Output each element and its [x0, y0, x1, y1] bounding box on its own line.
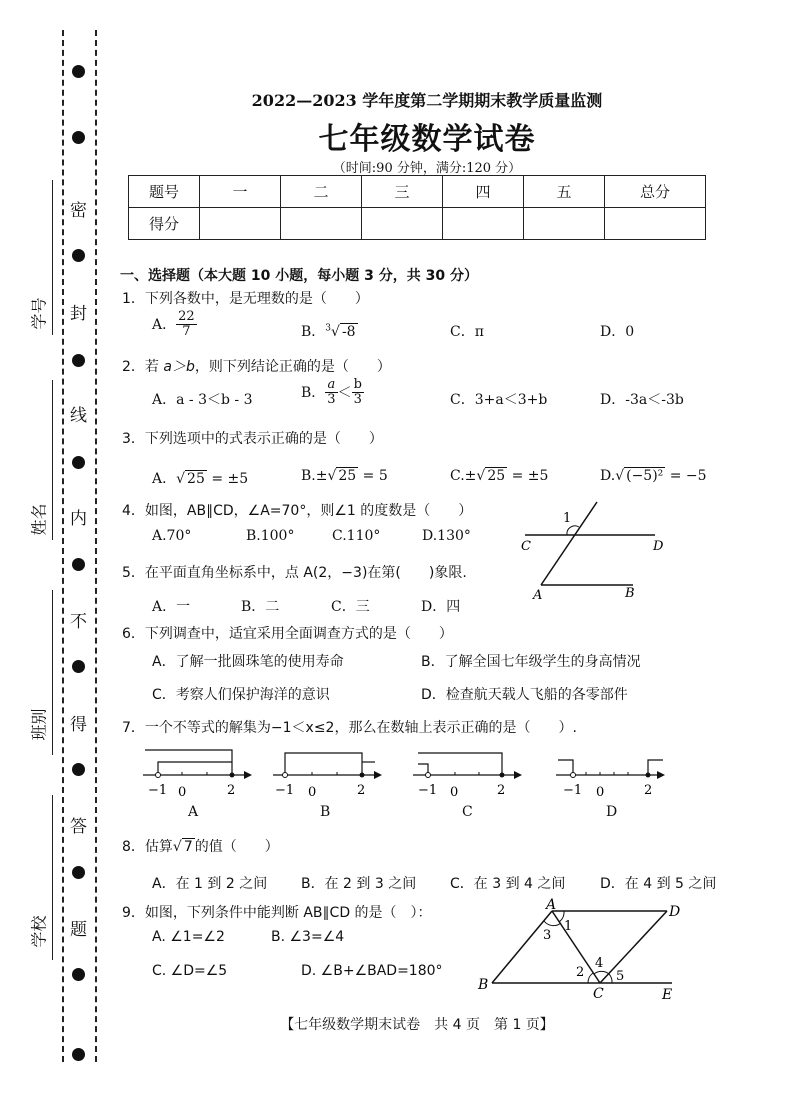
q8-option-c: C．在 3 到 4 之间	[450, 876, 566, 892]
binding-dot	[72, 968, 85, 981]
tick-label: 0	[308, 785, 317, 800]
angle-5-label: 5	[616, 969, 625, 984]
q1-option-d: D．0	[600, 324, 635, 340]
tick-label: 0	[450, 785, 459, 800]
page-title: 七年级数学试卷	[318, 122, 536, 157]
stem-text: ，则下列结论正确的是（ ）	[194, 359, 391, 375]
seal-char: 得	[70, 715, 87, 735]
binding-dot	[72, 456, 85, 469]
radicand: (−5)²	[626, 468, 664, 484]
class-line	[52, 590, 53, 755]
exam-term-heading: 2022—2023 学年度第二学期期末教学质量监测	[251, 91, 603, 110]
q5-option-c: C．三	[331, 599, 370, 615]
stem-text: 的值（ ）	[194, 839, 279, 855]
seal-char: 密	[70, 201, 87, 221]
numerator: a	[325, 378, 337, 393]
numerator: b	[353, 377, 362, 392]
school-label: 学校	[29, 915, 49, 948]
tick-label: −1	[148, 783, 168, 798]
q2-option-d: D．-3a＜-3b	[600, 392, 684, 408]
open-endpoint	[283, 773, 288, 778]
radicand: 25	[187, 471, 205, 487]
point-b-label: B	[478, 977, 489, 993]
closed-endpoint	[360, 773, 365, 778]
q7-option-label: C	[462, 804, 473, 820]
point-e-label: E	[662, 987, 673, 1003]
q9-option-d: D. ∠B+∠BAD=180°	[301, 963, 443, 979]
q4-option-d: D.130°	[422, 528, 471, 544]
q5-option-a: A．一	[152, 599, 191, 615]
tick-label: 2	[227, 783, 236, 798]
question-4-stem: 4．如图，AB∥CD，∠A=70°，则∠1 的度数是（ ）	[122, 503, 473, 519]
name-label: 姓名	[29, 503, 49, 536]
seal-char: 题	[70, 920, 87, 940]
q9-option-b: B. ∠3=∠4	[271, 929, 345, 945]
q1-option-b: B．$^3$√ -8	[301, 323, 356, 340]
score-cell: 总分	[605, 176, 706, 208]
tick-label: −1	[275, 783, 295, 798]
fraction	[352, 378, 364, 408]
prefix: D.	[600, 468, 616, 484]
tick-label: 2	[357, 783, 366, 798]
seal-char: 线	[70, 406, 87, 426]
q9-figure	[472, 895, 692, 1005]
q6-option-c: C．考察人们保护海洋的意识	[152, 687, 330, 703]
seal-char: 封	[70, 304, 87, 324]
angle-3-label: 3	[543, 928, 552, 943]
binding-dot	[72, 763, 85, 776]
q7-number-line-c	[410, 745, 525, 800]
radicand: 25	[487, 468, 506, 484]
stem-math: a＞b	[163, 359, 195, 375]
result: = −5	[665, 468, 707, 484]
student-id-line	[52, 180, 53, 335]
q8-option-d: D．在 4 到 5 之间	[600, 876, 717, 892]
q6-option-d: D．检查航天载人飞船的各零部件	[421, 687, 628, 703]
q2-option-c: C．3+a＜3+b	[450, 392, 548, 408]
q2-option-a: A．a - 3＜b - 3	[152, 392, 253, 408]
tick-label: 0	[178, 785, 187, 800]
score-cell: 一	[200, 176, 281, 208]
q3-option-d: D.√ (−5)² = −5	[600, 468, 707, 484]
time-note: （时间:90 分钟，满分:120 分）	[332, 161, 522, 176]
point-c-label: C	[593, 986, 604, 1002]
class-label: 班别	[29, 708, 49, 741]
open-endpoint	[426, 773, 431, 778]
q9-option-c: C. ∠D=∠5	[152, 963, 228, 979]
binding-dot	[72, 558, 85, 571]
denominator: 3	[353, 392, 362, 408]
binding-dashed-line-right	[95, 30, 97, 1062]
q5-option-b: B．二	[241, 599, 280, 615]
denominator: 3	[327, 392, 336, 408]
q7-number-line-b	[270, 745, 385, 800]
seal-char: 不	[70, 612, 87, 632]
q1-option-a	[152, 310, 197, 340]
q1-option-c: C．π	[450, 324, 484, 340]
binding-dot	[72, 660, 85, 673]
q8-option-a: A．在 1 到 2 之间	[152, 876, 268, 892]
closed-endpoint	[500, 773, 505, 778]
score-entry-cell[interactable]	[605, 208, 706, 240]
binding-dot	[72, 249, 85, 262]
score-entry-cell[interactable]	[443, 208, 524, 240]
line-cd	[600, 911, 667, 983]
binding-dot	[72, 65, 85, 78]
q3-option-b: B.±√ 25 = 5	[301, 468, 388, 484]
question-3-stem: 3．下列选项中的式表示正确的是（ ）	[122, 431, 383, 447]
angle-arc-c3	[609, 974, 612, 983]
less-than-sign: ＜	[337, 384, 352, 401]
q7-option-label: A	[188, 804, 199, 820]
q6-option-a: A．了解一批圆珠笔的使用寿命	[152, 654, 344, 670]
tick-label: −1	[418, 783, 438, 798]
point-d-label: D	[669, 904, 681, 920]
q7-number-line-a	[140, 745, 255, 800]
q6-option-b: B．了解全国七年级学生的身高情况	[421, 654, 641, 670]
q7-option-label: D	[606, 804, 618, 820]
score-cell: 四	[443, 176, 524, 208]
question-8-stem: 8．估算√ 7 的值（ ）	[122, 839, 279, 855]
solution-bracket	[648, 760, 663, 775]
q1-option-b-prefix: B．	[301, 324, 326, 340]
student-id-label: 学号	[29, 297, 49, 330]
axis-arrow	[657, 771, 665, 779]
binding-dot	[72, 1048, 85, 1061]
radicand: 7	[183, 839, 193, 855]
angle-1-label: 1	[563, 511, 572, 526]
q8-option-b: B．在 2 到 3 之间	[301, 876, 417, 892]
radicand: 25	[338, 468, 357, 484]
tick-label: −1	[563, 783, 583, 798]
score-table-header-row	[129, 176, 706, 208]
score-entry-cell[interactable]	[362, 208, 443, 240]
result: = 5	[358, 468, 388, 484]
point-a-label: A	[533, 588, 543, 603]
score-cell: 得分	[129, 208, 200, 240]
solution-bracket	[418, 753, 502, 775]
q4-figure	[515, 500, 675, 605]
q3-option-c: C.±√ 25 = ±5	[450, 468, 549, 484]
q2-option-b-prefix: B．	[301, 384, 326, 401]
q1-option-a-prefix: A．	[152, 316, 177, 333]
radicand: -8	[341, 324, 356, 340]
prefix: A．	[152, 471, 177, 487]
score-cell: 二	[281, 176, 362, 208]
point-d-label: D	[653, 539, 664, 554]
score-entry-cell[interactable]	[281, 208, 362, 240]
prefix: C.±	[450, 468, 477, 484]
solution-bracket	[558, 760, 573, 775]
seal-char: 答	[70, 817, 87, 837]
q7-number-line-d	[553, 745, 668, 800]
question-6-stem: 6．下列调查中，适宜采用全面调查方式的是（ ）	[122, 626, 453, 642]
solution-bracket	[285, 753, 362, 775]
binding-dot	[72, 866, 85, 879]
q5-option-d: D．四	[421, 599, 461, 615]
axis-arrow	[244, 771, 252, 779]
line-ab	[492, 911, 552, 983]
axis-arrow	[514, 771, 522, 779]
question-7-stem: 7．一个不等式的解集为−1＜x≤2，那么在数轴上表示正确的是（ ）.	[122, 720, 577, 736]
score-table-score-row	[129, 208, 706, 240]
angle-2-label: 2	[576, 965, 585, 980]
axis-arrow	[374, 771, 382, 779]
angle-1-label: 1	[564, 919, 573, 934]
numerator: 22	[178, 309, 195, 324]
tick-label: 0	[596, 785, 605, 800]
question-2-stem	[122, 356, 391, 376]
stem-text: 2．若	[122, 359, 164, 375]
open-endpoint	[571, 773, 576, 778]
score-cell: 三	[362, 176, 443, 208]
seal-char: 内	[70, 509, 87, 529]
result: = ±5	[507, 468, 549, 484]
solution-bracket	[158, 762, 232, 775]
page-footer: 【七年级数学期末试卷 共 4 页 第 1 页】	[280, 1017, 554, 1033]
name-line	[52, 380, 53, 540]
score-table	[128, 175, 706, 240]
question-5-stem: 5．在平面直角坐标系中，点 A(2，−3)在第( )象限.	[122, 565, 467, 581]
score-cell: 题号	[129, 176, 200, 208]
closed-endpoint	[646, 773, 651, 778]
open-endpoint	[156, 773, 161, 778]
q9-option-a: A. ∠1=∠2	[152, 929, 225, 945]
angle-arc-c	[588, 973, 593, 983]
fraction	[325, 378, 337, 408]
q4-option-c: C.110°	[332, 528, 381, 544]
prefix: B.±	[301, 468, 328, 484]
point-a-label: A	[546, 897, 557, 913]
question-9-stem: 9．如图，下列条件中能判断 AB∥CD 的是（ ）：	[122, 905, 432, 921]
q2-option-b	[301, 378, 364, 408]
point-b-label: B	[625, 586, 635, 601]
score-entry-cell[interactable]	[524, 208, 605, 240]
angle-4-label: 4	[595, 956, 604, 971]
section-heading: 一、选择题（本大题 10 小题，每小题 3 分，共 30 分）	[120, 268, 478, 284]
root-index: 3	[325, 323, 332, 334]
score-entry-cell[interactable]	[200, 208, 281, 240]
score-cell: 五	[524, 176, 605, 208]
result: = ±5	[206, 471, 249, 487]
tick-label: 2	[644, 783, 653, 798]
tick-label: 2	[497, 783, 506, 798]
angle-arc-c2	[594, 971, 609, 974]
denominator: 7	[182, 324, 191, 340]
q4-option-a: A.70°	[152, 528, 192, 544]
q7-option-label: B	[320, 804, 331, 820]
q3-option-a: A．√ 25 = ±5	[152, 471, 249, 487]
point-c-label: C	[521, 539, 531, 554]
binding-dashed-line-left	[62, 30, 64, 1062]
closed-endpoint	[230, 773, 235, 778]
school-line	[52, 795, 53, 960]
fraction	[176, 310, 197, 340]
stem-text: 8．估算	[122, 839, 173, 855]
binding-dot	[72, 354, 85, 367]
q4-option-b: B.100°	[246, 528, 295, 544]
question-1-stem: 1．下列各数中，是无理数的是（ ）	[122, 291, 369, 307]
